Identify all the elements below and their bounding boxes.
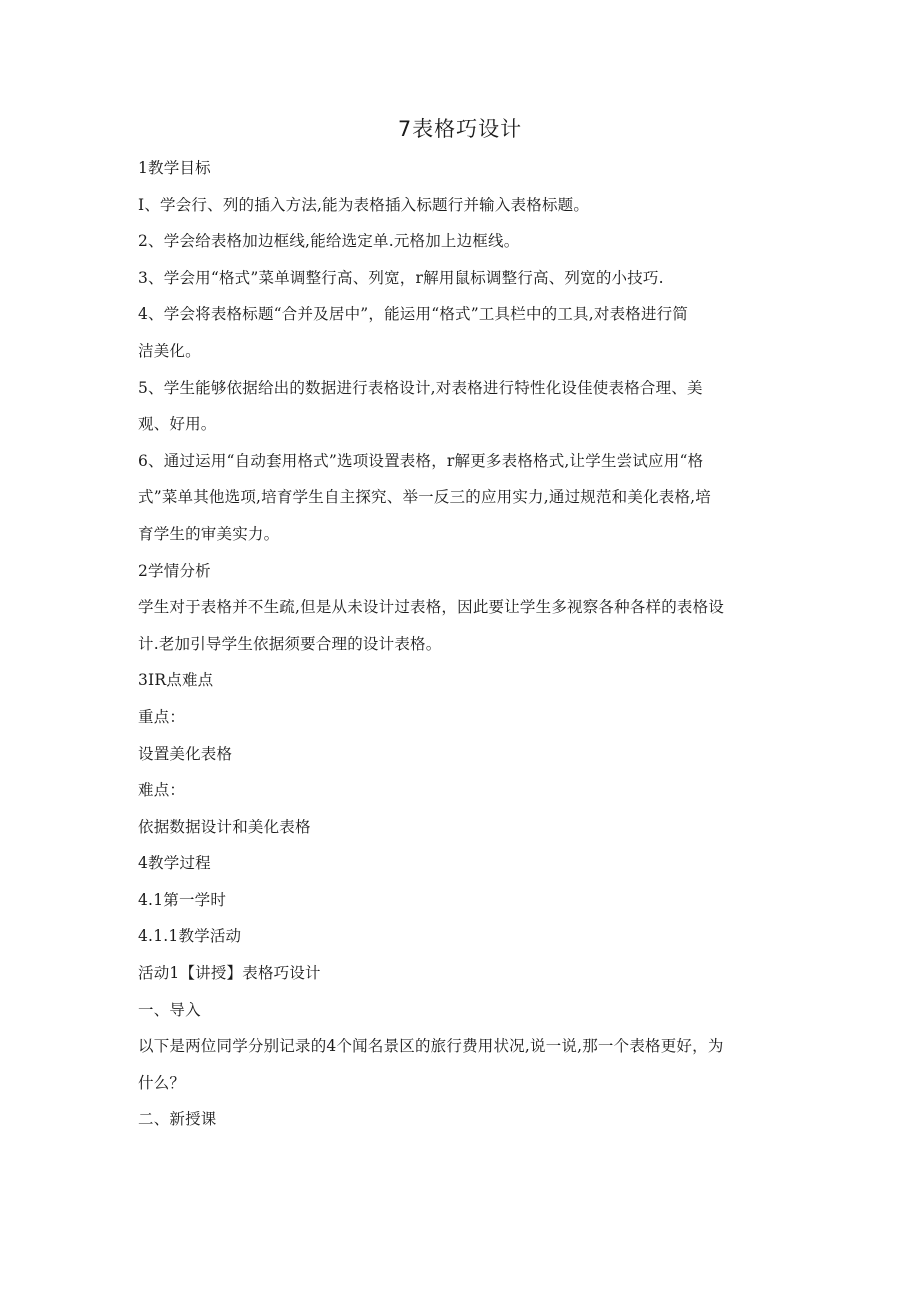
document-title: 7表格巧设计 [397,117,523,141]
paragraph-line: I、学会行、列的插入方法,能为表格插入标题行并输入表格标题。 [138,195,590,214]
paragraph-line: 一、导入 [138,1000,201,1019]
paragraph-line: 3、学会用“格式”菜单调整行高、列宽，r解用鼠标调整行高、列宽的小技巧. [138,268,664,287]
subheading-key-point: 重点： [138,707,186,726]
paragraph-line: 什么？ [138,1073,186,1092]
paragraph-line: 5、学生能够依据给出的数据进行表格设计,对表格进行特性化设佳使表格合理、美 [138,378,703,397]
subsection-heading: 4.1.1教学活动 [138,927,242,946]
subsection-heading: 4.1第一学时 [138,890,227,909]
subheading-difficulty: 难点： [138,781,186,800]
paragraph-line: 育学生的审美实力。 [138,524,280,543]
paragraph-line: 式”菜单其他选项,培育学生自主探究、举一反三的应用实力,通过规范和美化表格,培 [138,488,712,507]
paragraph-line: 2、学会给表格加边框线,能给选定单.元格加上边框线。 [138,232,520,251]
paragraph-line: 4、学会将表格标题“合并及居中”，能运用“格式”工具栏中的工具,对表格进行简 [138,305,689,324]
activity-heading: 活动1【讲授】表格巧设计 [138,964,321,983]
paragraph-line: 6、通过运用“自动套用格式”选项设置表格，r解更多表格格式,让学生尝试应用“格 [138,451,704,470]
paragraph-line: 设置美化表格 [138,744,233,763]
section-heading-objectives: 1教学目标 [138,159,211,177]
section-heading-analysis: 2学情分析 [138,561,211,580]
document-body [138,150,788,1138]
section-heading-process: 4教学过程 [138,854,211,873]
paragraph-line: 洁美化。 [138,341,201,360]
paragraph-line: 依据数据设计和美化表格 [138,817,311,836]
paragraph-line: 以下是两位同学分别记录的4个闻名景区的旅行费用状况,说一说,那一个表格更好，为 [138,1037,724,1056]
paragraph-line: 观、好用。 [138,415,217,434]
paragraph-line: 二、新授课 [138,1110,217,1129]
paragraph-line: 计.老加引导学生依据须要合理的设计表格。 [138,634,442,653]
section-heading-key-points: 3IR点难点 [138,671,214,690]
paragraph-line: 学生对于表格并不生疏,但是从未设计过表格，因此要让学生多视察各种各样的表格设 [138,598,725,617]
